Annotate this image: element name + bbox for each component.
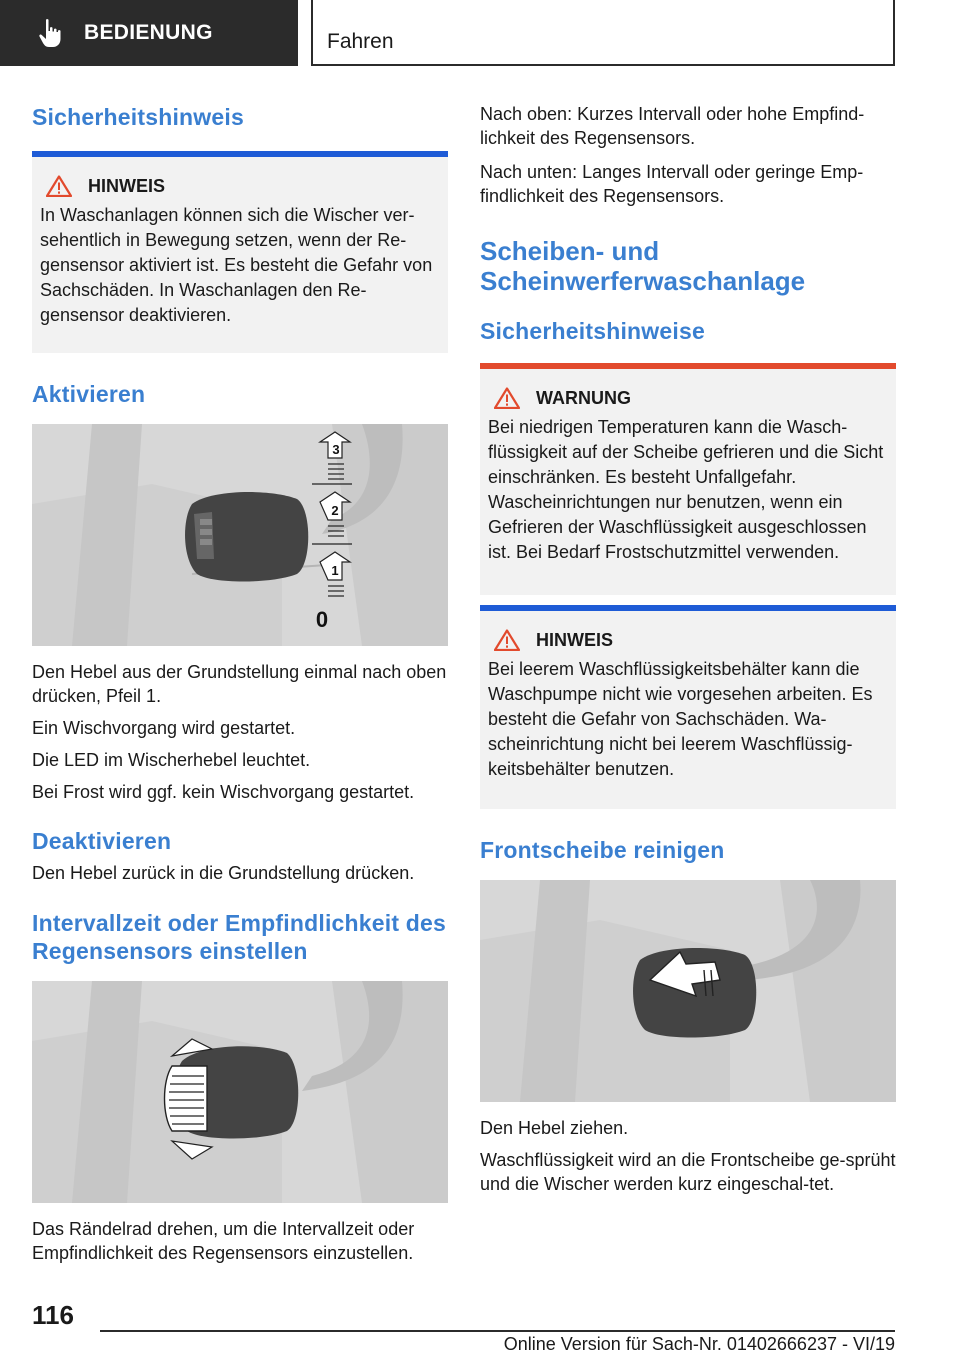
interval-up-text: Nach oben: Kurzes Intervall oder hohe Empfind-lichkeit des Regensensors. [480,104,865,148]
right-column [480,100,896,1196]
warning-box [480,363,896,595]
notice-2-text: Bei leerem Waschflüssigkeitsbehälter kann die Waschpumpe nicht wie vorgesehen arbeiten. Es besteht die Gefahr von Sachschäden. Wa-scheinrichtung nicht bei leerem Waschflüssig-keitsbehälter benutzen. [488,659,873,779]
interval-heading: Intervallzeit oder Empfindlichkeit des Regensensors einstellen [32,910,447,964]
chapter-label: Fahren [327,30,394,53]
arrow-label-2: 2 [331,503,339,518]
warning-triangle-icon [494,387,520,409]
safety-notes-heading: Sicherheitshinweise [480,318,705,344]
chapter-tab[interactable] [311,0,895,66]
wiper-lever-figure-front-wash [480,880,896,1102]
left-column [32,100,448,1265]
arrow-label-1: 1 [331,563,339,578]
warning-triangle-icon [46,175,72,197]
safety-heading: Sicherheitshinweis [32,104,244,130]
warning-triangle-icon [494,629,520,651]
notice-box-2 [480,605,896,809]
page-number: 116 [32,1300,74,1330]
notice-title-2 [488,629,890,651]
front-wash-text-2: Waschflüssigkeit wird an die Frontscheibe ge-sprüht und die Wischer werden kurz eingeschal-tet. [480,1150,896,1194]
arrow-label-3: 3 [332,442,340,457]
notice-box [32,151,448,353]
activate-text-3: Die LED im Wischerhebel leuchtet. [32,750,311,770]
notice-text: In Waschanlagen können sich die Wischer ver-sehentlich in Bewegung setzen, wenn der Re-gensensor aktiviert ist. Es besteht die Gefahr von Sachschäden. In Waschanlagen den Re-gensensor deaktivieren. [40,205,433,325]
notice-title-text: HINWEIS [88,175,166,196]
activate-text-1: Den Hebel aus der Grundstellung einmal nach oben drücken, Pfeil 1. [32,662,447,706]
arrow-label-0: 0 [315,607,329,632]
interval-text: Das Rändelrad drehen, um die Intervallzeit oder Empfindlichkeit des Regensensors einzustellen. [32,1219,415,1263]
front-wash-text-1: Den Hebel ziehen. [480,1118,629,1138]
front-window-heading: Frontscheibe reinigen [480,837,725,863]
footer-online-version: Online Version für Sach-Nr. 01402666237 - VI/19 [503,1334,895,1354]
wiper-lever-figure-interval [32,981,448,1203]
footer-divider [100,1330,895,1332]
wiper-lever-figure-activate [32,424,448,646]
activate-heading: Aktivieren [32,381,146,407]
interval-down-text: Nach unten: Langes Intervall oder geringe Emp-findlichkeit des Regensensors. [480,162,864,206]
hand-pointer-icon [30,13,70,53]
section-tab[interactable] [0,0,298,66]
washer-heading: Scheiben- und Scheinwerferwaschanlage [480,236,806,296]
warning-text: Bei niedrigen Temperaturen kann die Wasch-flüssigkeit auf der Scheibe gefrieren und die Sicht einschränken. Es besteht Unfallgefahr. Wascheinrichtungen nur benutzen, wenn ein Gefrieren der Waschflüssigkeit ausgeschlossen ist. Bei Bedarf Frostschutzmittel verwenden. [488,417,884,562]
activate-text-2: Ein Wischvorgang wird gestartet. [32,718,296,738]
warning-title [488,387,890,409]
warning-title-text: WARNUNG [536,387,631,408]
deactivate-heading: Deaktivieren [32,828,172,854]
notice-title [40,175,442,197]
activate-text-4: Bei Frost wird ggf. kein Wischvorgang gestartet. [32,782,415,802]
notice-title-2-text: HINWEIS [536,629,614,650]
deactivate-text: Den Hebel zurück in die Grundstellung drücken. [32,863,415,883]
section-label: BEDIENUNG [84,21,213,44]
